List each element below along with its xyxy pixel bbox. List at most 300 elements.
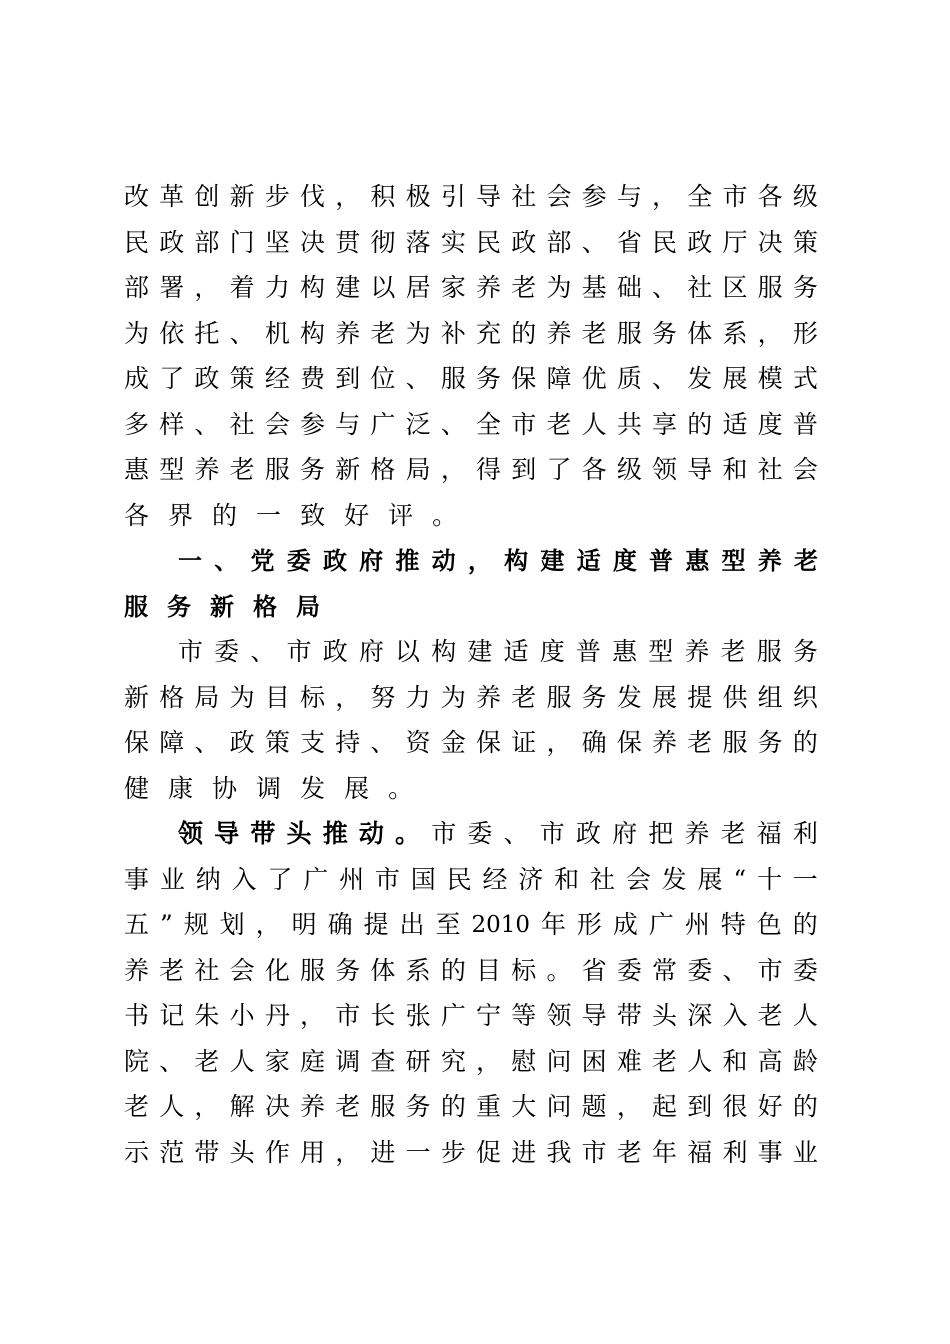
text-char: 保	[476, 728, 502, 757]
text-char: 的	[792, 1092, 818, 1121]
text-char: 服	[756, 637, 782, 666]
text-char: 解	[229, 1092, 255, 1121]
text-char: 格	[253, 593, 277, 621]
text-char: 推	[395, 547, 420, 575]
text-char: 养	[684, 819, 710, 848]
text-char: 证	[511, 728, 537, 757]
text-char: 保	[124, 728, 150, 757]
text-char: 人	[581, 410, 607, 439]
text-char: 纳	[195, 865, 221, 894]
text-char: 、	[229, 319, 255, 348]
text-char: 市	[335, 1001, 361, 1030]
text-char: 的	[687, 410, 713, 439]
text-char: 参	[300, 410, 326, 439]
text-line-17	[124, 902, 818, 948]
text-char: 事	[124, 865, 150, 894]
text-char: 我	[546, 1138, 572, 1167]
text-char: 以	[370, 273, 396, 302]
text-char: 头	[286, 819, 312, 848]
text-char: 持	[335, 728, 361, 757]
text-char: 重	[476, 1092, 502, 1121]
text-char: 会	[546, 182, 572, 211]
text-char: 高	[757, 1047, 783, 1076]
text-char: 院	[124, 1047, 150, 1076]
text-char: 动	[358, 819, 384, 848]
text-char: 委	[467, 819, 493, 848]
text-char: 、	[370, 728, 396, 757]
text-char: 老	[546, 410, 572, 439]
text-char: 委	[616, 956, 642, 985]
text-line-20	[124, 1039, 818, 1085]
text-line-15	[178, 811, 818, 857]
text-char: 委	[286, 547, 311, 575]
text-char: 革	[159, 182, 185, 211]
text-char: 书	[124, 1001, 150, 1030]
text-char: 与	[616, 182, 642, 211]
text-char: 张	[405, 1001, 431, 1030]
text-char: 社	[194, 956, 220, 985]
text-char: 福	[756, 819, 782, 848]
text-char: 服	[300, 956, 326, 985]
text-char: 省	[581, 956, 607, 985]
text-char: ，	[476, 1047, 502, 1076]
text-char: 发	[300, 774, 326, 803]
text-char: ，	[757, 319, 783, 348]
text-char: 局	[296, 593, 320, 621]
text-char: 服	[616, 319, 642, 348]
text-char: 署	[159, 273, 185, 302]
text-char: 广	[440, 1001, 466, 1030]
text-char: 新	[210, 593, 234, 621]
text-char: 度	[612, 547, 637, 575]
text-char: 形	[576, 910, 602, 939]
text-char: 位	[370, 364, 396, 393]
text-char: 民	[446, 865, 472, 894]
text-char: 构	[300, 273, 326, 302]
text-char: 带	[194, 1138, 220, 1167]
text-char: 健	[124, 774, 150, 803]
text-char: 参	[581, 182, 607, 211]
text-char: 补	[440, 319, 466, 348]
text-char: 社	[757, 455, 783, 484]
text-char: 发	[687, 364, 713, 393]
text-char: 老	[793, 547, 818, 575]
text-char: 务	[792, 273, 818, 302]
text-char: 部	[546, 228, 572, 257]
text-char: 础	[616, 273, 642, 302]
text-char: 很	[722, 1092, 748, 1121]
text-char: 伐	[300, 182, 326, 211]
text-line-7	[124, 447, 818, 493]
text-char: 了	[159, 364, 185, 393]
text-char: 养	[476, 273, 502, 302]
text-char: 查	[370, 1047, 396, 1076]
text-line-6	[124, 402, 818, 448]
text-char: 金	[440, 728, 466, 757]
text-char: 市	[286, 637, 312, 666]
text-char: 政	[511, 228, 537, 257]
text-char: 极	[405, 182, 431, 211]
text-char: 模	[757, 364, 783, 393]
text-char: 式	[792, 364, 818, 393]
text-char: 老	[335, 1092, 361, 1121]
text-char: 坚	[264, 228, 290, 257]
text-char: 各	[757, 182, 783, 211]
text-char: 普	[792, 410, 818, 439]
text-char: 党	[250, 547, 275, 575]
text-line-3	[124, 265, 818, 311]
text-char: 区	[722, 273, 748, 302]
text-char: 事	[757, 1138, 783, 1167]
text-char: 利	[792, 819, 818, 848]
text-char: 为	[124, 319, 150, 348]
text-char: 格	[370, 455, 396, 484]
text-char: 为	[229, 683, 255, 712]
text-char: 新	[124, 683, 150, 712]
text-char: 会	[229, 956, 255, 985]
text-char: 头	[652, 1001, 678, 1030]
text-char: ”	[159, 910, 173, 939]
text-char: 质	[616, 364, 642, 393]
text-char: 老	[229, 455, 255, 484]
text-char: 宁	[476, 1001, 502, 1030]
text-char: 大	[511, 1092, 537, 1121]
text-char: 等	[511, 1001, 537, 1030]
text-char: 推	[322, 819, 348, 848]
text-line-8	[124, 493, 818, 539]
text-char: 引	[440, 182, 466, 211]
text-char: 务	[300, 455, 326, 484]
text-char: 多	[124, 410, 150, 439]
text-char: 目	[264, 683, 290, 712]
text-char: 入	[722, 1001, 748, 1030]
text-char: 州	[684, 910, 710, 939]
text-char: 体	[687, 319, 713, 348]
text-char: 务	[757, 728, 783, 757]
text-char: 促	[476, 1138, 502, 1167]
text-char: 部	[124, 273, 150, 302]
text-line-22	[124, 1130, 818, 1176]
text-char: 标	[300, 683, 326, 712]
text-char: 依	[159, 319, 185, 348]
text-char: 一	[792, 865, 818, 894]
text-char: 人	[159, 1092, 185, 1121]
text-char: 委	[792, 956, 818, 985]
text-char: 经	[264, 364, 290, 393]
text-char: 到	[511, 455, 537, 484]
text-char: 充	[476, 319, 502, 348]
text-char: 的	[440, 956, 466, 985]
text-char: 困	[581, 1047, 607, 1076]
text-char: 和	[722, 455, 748, 484]
text-char: 发	[661, 865, 687, 894]
text-char: 务	[476, 364, 502, 393]
text-char: 务	[167, 593, 191, 621]
text-char: 常	[652, 956, 678, 985]
text-char: 的	[792, 728, 818, 757]
text-char: 调	[256, 774, 282, 803]
text-char: ，	[616, 1092, 642, 1121]
text-char: 新	[335, 455, 361, 484]
text-char: 政	[194, 364, 220, 393]
text-char: 的	[212, 501, 238, 530]
text-char: 养	[335, 319, 361, 348]
text-char: 步	[264, 182, 290, 211]
text-char: 型	[159, 455, 185, 484]
text-char: 家	[264, 1047, 290, 1076]
text-char: ，	[546, 728, 572, 757]
text-char: 深	[687, 1001, 713, 1030]
text-char: 。	[432, 501, 458, 530]
text-char: 好	[344, 501, 370, 530]
text-char: 老	[194, 1047, 220, 1076]
text-char: ，	[194, 273, 220, 302]
text-char: 市	[722, 182, 748, 211]
text-char: 成	[124, 364, 150, 393]
text-char: 养	[684, 637, 710, 666]
text-line-14	[124, 766, 818, 812]
text-char: 发	[616, 683, 642, 712]
text-char: 构	[431, 637, 457, 666]
text-char: 标	[511, 956, 537, 985]
text-char: 的	[440, 1092, 466, 1121]
text-char: 保	[616, 728, 642, 757]
text-char: 度	[757, 410, 783, 439]
text-char: 策	[792, 228, 818, 257]
text-char: 划	[219, 910, 245, 939]
text-char: 、	[214, 547, 239, 575]
text-char: 为	[546, 273, 572, 302]
text-char: 全	[476, 410, 502, 439]
text-char: 新	[229, 182, 255, 211]
text-char: 决	[757, 228, 783, 257]
text-char: 领	[546, 1001, 572, 1030]
text-char: 成	[612, 910, 638, 939]
text-char: 政	[575, 819, 601, 848]
text-char: 、	[652, 364, 678, 393]
text-char: 务	[581, 683, 607, 712]
text-char: 广	[370, 410, 396, 439]
text-char: 贯	[335, 228, 361, 257]
text-char: 致	[300, 501, 326, 530]
text-char: 、	[194, 728, 220, 757]
text-char: 广	[303, 865, 329, 894]
text-char: 业	[792, 1138, 818, 1167]
text-char: 级	[792, 182, 818, 211]
text-char: 济	[518, 865, 544, 894]
text-char: 政	[322, 547, 347, 575]
text-char: 和	[554, 865, 580, 894]
text-line-1	[124, 174, 818, 220]
text-char: 。	[395, 819, 421, 848]
text-char: 市	[178, 637, 204, 666]
text-char: 为	[405, 319, 431, 348]
text-char: 了	[267, 865, 293, 894]
text-char: 规	[183, 910, 209, 939]
text-char: 务	[652, 319, 678, 348]
text-char: 服	[757, 273, 783, 302]
text-char: 丹	[264, 1001, 290, 1030]
text-char: 的	[511, 319, 537, 348]
text-char: 省	[616, 228, 642, 257]
text-char: 动	[431, 547, 456, 575]
text-char: 市	[757, 956, 783, 985]
text-char: 范	[159, 1138, 185, 1167]
text-char: ，	[194, 1092, 220, 1121]
text-line-19	[124, 993, 818, 1039]
text-char: 费	[300, 364, 326, 393]
text-char: 各	[581, 455, 607, 484]
text-char: 系	[405, 956, 431, 985]
text-char: 老	[511, 273, 537, 302]
text-char: 龄	[792, 1047, 818, 1076]
text-char: “	[733, 865, 747, 894]
text-line-11	[178, 629, 818, 675]
text-char: 养	[652, 728, 678, 757]
text-char: 与	[335, 410, 361, 439]
text-char: 积	[370, 182, 396, 211]
text-line-18	[124, 948, 818, 994]
text-char: 优	[581, 364, 607, 393]
text-char: 适	[503, 637, 529, 666]
text-char: 共	[616, 410, 642, 439]
text-char: 业	[159, 865, 185, 894]
text-char: 实	[440, 228, 466, 257]
text-char: 老	[757, 1001, 783, 1030]
text-char: 格	[159, 683, 185, 712]
text-char: 年	[540, 910, 566, 939]
text-char: 养	[124, 956, 150, 985]
text-char: 务	[792, 637, 818, 666]
text-char: 长	[370, 1001, 396, 1030]
text-char: 一	[178, 547, 202, 575]
text-char: 市	[431, 819, 457, 848]
text-line-5	[124, 356, 818, 402]
text-char: 导	[581, 1001, 607, 1030]
text-char: 带	[616, 1001, 642, 1030]
text-char: 组	[757, 683, 783, 712]
text-char: 策	[264, 728, 290, 757]
text-char: 保	[511, 364, 537, 393]
text-char: 全	[687, 182, 713, 211]
text-char: 确	[581, 728, 607, 757]
text-char: 好	[757, 1092, 783, 1121]
text-char: 化	[264, 956, 290, 985]
text-char: 家	[440, 273, 466, 302]
text-char: 泛	[405, 410, 431, 439]
text-char: 决	[300, 228, 326, 257]
text-char: 领	[652, 455, 678, 484]
text-char: 、	[194, 410, 220, 439]
text-char: 问	[546, 1047, 572, 1076]
text-char: 出	[399, 910, 425, 939]
text-char: 服	[264, 455, 290, 484]
text-char: 社	[687, 273, 713, 302]
text-char: 社	[229, 410, 255, 439]
text-char: 障	[546, 364, 572, 393]
text-char: 康	[168, 774, 194, 803]
text-char: 调	[335, 1047, 361, 1076]
text-char: 、	[440, 410, 466, 439]
text-char: 十	[756, 865, 782, 894]
text-char: 展	[722, 364, 748, 393]
text-char: 养	[476, 683, 502, 712]
text-char: 惠	[124, 455, 150, 484]
text-char: 织	[792, 683, 818, 712]
text-char: 府	[358, 637, 384, 666]
text-char: 老	[581, 319, 607, 348]
text-char: 政	[687, 228, 713, 257]
text-char: 部	[194, 228, 220, 257]
text-char: ，	[335, 1138, 361, 1167]
text-char: 型	[648, 637, 674, 666]
text-char: 民	[652, 228, 678, 257]
text-char: 务	[405, 1092, 431, 1121]
text-char: 样	[159, 410, 185, 439]
text-char: 形	[792, 319, 818, 348]
text-char: 府	[359, 547, 384, 575]
text-char: 、	[503, 819, 529, 848]
text-char: 市	[374, 865, 400, 894]
text-char: 。	[388, 774, 414, 803]
text-char: 会	[264, 410, 290, 439]
text-char: 问	[546, 1092, 572, 1121]
text-char: 到	[335, 364, 361, 393]
text-char: 国	[410, 865, 436, 894]
text-char: ，	[300, 1001, 326, 1030]
text-char: 老	[652, 1047, 678, 1076]
text-char: 市	[511, 410, 537, 439]
text-char: 老	[616, 1138, 642, 1167]
text-char: 各	[124, 501, 150, 530]
text-char: 力	[264, 273, 290, 302]
text-char: 至	[435, 910, 461, 939]
text-char: 研	[405, 1047, 431, 1076]
text-char: 人	[229, 1047, 255, 1076]
text-char: 把	[648, 819, 674, 848]
text-line-16	[124, 857, 818, 903]
text-line-2	[124, 220, 818, 266]
text-char: 老	[720, 819, 746, 848]
text-char: 养	[300, 1092, 326, 1121]
text-char: 惠	[612, 637, 638, 666]
text-char: 民	[124, 228, 150, 257]
text-line-12	[124, 675, 818, 721]
text-char: 题	[581, 1092, 607, 1121]
text-char: 确	[327, 910, 353, 939]
text-char: 级	[616, 455, 642, 484]
text-line-21	[124, 1084, 818, 1130]
text-char: 用	[300, 1138, 326, 1167]
text-char: 经	[482, 865, 508, 894]
text-char: 改	[124, 182, 150, 211]
text-char: 支	[300, 728, 326, 757]
text-char: 庭	[300, 1047, 326, 1076]
text-char: 了	[546, 455, 572, 484]
text-line-13	[124, 720, 818, 766]
text-char: 起	[652, 1092, 678, 1121]
text-char: 市	[581, 1138, 607, 1167]
text-char: 福	[687, 1138, 713, 1167]
text-line-4	[124, 311, 818, 357]
text-char: 和	[722, 1047, 748, 1076]
text-char: 导	[476, 182, 502, 211]
text-char: 享	[652, 410, 678, 439]
text-char: 明	[291, 910, 317, 939]
text-char: 服	[722, 728, 748, 757]
text-char: 厅	[722, 228, 748, 257]
text-char: 。	[546, 956, 572, 985]
